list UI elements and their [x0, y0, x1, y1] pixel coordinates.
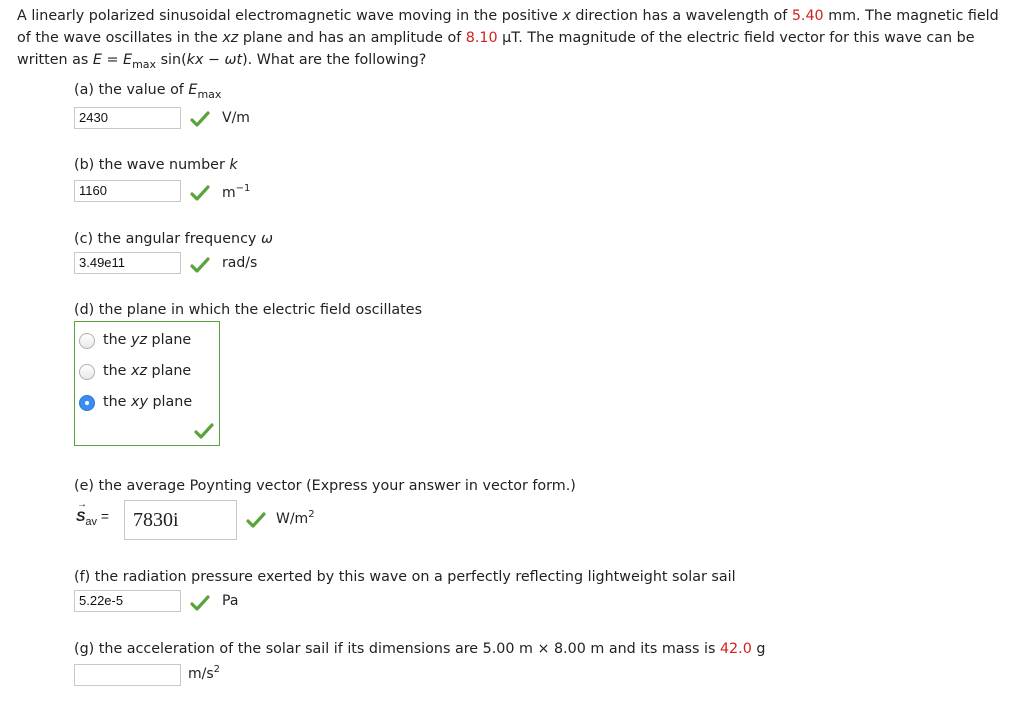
option-text: plane: [146, 332, 192, 348]
problem-var-xz: xz: [222, 30, 239, 46]
wavelength-value: 5.40: [791, 8, 824, 24]
problem-text: −: [203, 52, 225, 68]
label-text: (g) the acceleration of the solar sail if its dimensions are 5.00 m × 8.00 m and its mass is: [74, 641, 720, 657]
part-c-unit: rad/s: [222, 255, 258, 271]
problem-text: A linearly polarized sinusoidal electromagnetic wave moving in the positive: [17, 8, 563, 24]
amplitude-value: 8.10: [465, 30, 498, 46]
radio-yz-plane[interactable]: [79, 333, 95, 349]
label-sub: max: [197, 88, 222, 101]
check-icon: [190, 185, 210, 201]
label-text: g: [751, 641, 766, 657]
problem-text: mm. The magnetic field: [823, 8, 999, 24]
problem-var-wt: ωt: [224, 52, 243, 68]
unit-sup: 2: [213, 664, 221, 675]
problem-text: written as: [17, 52, 93, 68]
check-icon: [246, 512, 266, 528]
check-icon: [194, 423, 214, 439]
vector-S: [76, 499, 87, 524]
check-icon: [190, 595, 210, 611]
part-b-label: [74, 157, 238, 173]
option-text: the: [103, 363, 132, 379]
unit-base: m/s: [188, 666, 214, 682]
mass-value: 42.0: [719, 641, 752, 657]
option-var: xz: [131, 363, 147, 379]
part-a-label: [74, 82, 222, 101]
poynting-symbol: [76, 499, 110, 528]
symbol-S: S: [76, 508, 86, 524]
problem-text: ). What are the following?: [242, 52, 427, 68]
part-f-unit: Pa: [222, 593, 239, 609]
problem-line-1: [17, 6, 999, 27]
problem-var-kx: kx: [186, 52, 204, 68]
option-text: plane: [147, 394, 193, 410]
part-g-answer-input[interactable]: [74, 664, 181, 686]
option-yz-plane-label[interactable]: [103, 332, 191, 348]
option-var: yz: [131, 332, 147, 348]
label-text: (a) the value of: [74, 82, 189, 98]
problem-text: of the wave oscillates in the: [17, 30, 223, 46]
problem-line-2: [17, 28, 975, 49]
label-var: k: [229, 157, 238, 173]
unit-sup: 2: [308, 509, 315, 520]
part-a-answer-input[interactable]: 2430: [74, 107, 181, 129]
part-a-unit: V/m: [222, 110, 250, 126]
problem-text: sin(: [156, 52, 187, 68]
problem-var-x: x: [562, 8, 571, 24]
problem-var-E: E: [92, 52, 102, 68]
part-g-unit: [188, 666, 220, 682]
part-c-answer-input[interactable]: 3.49e11: [74, 252, 181, 274]
problem-text: =: [101, 52, 124, 68]
part-b-unit: [222, 185, 250, 201]
part-f-label: (f) the radiation pressure exerted by this wave on a perfectly reflecting lightweight solar sail: [74, 569, 736, 585]
label-var: E: [188, 82, 198, 98]
option-text: the: [103, 394, 132, 410]
label-text: (b) the wave number: [74, 157, 230, 173]
part-c-label: [74, 231, 273, 247]
problem-sub-max: max: [132, 58, 157, 71]
radio-xz-plane[interactable]: [79, 364, 95, 380]
unit-sup: −1: [235, 183, 251, 194]
problem-text: µT. The magnitude of the electric field vector for this wave can be: [497, 30, 975, 46]
problem-var-Emax: E: [123, 52, 133, 68]
part-g-label: [74, 641, 765, 657]
part-e-unit: [276, 511, 315, 527]
part-e-label: (e) the average Poynting vector (Express your answer in vector form.): [74, 478, 576, 494]
check-icon: [190, 257, 210, 273]
check-icon: [190, 111, 210, 127]
unit-base: W/m: [276, 511, 309, 527]
part-b-answer-input[interactable]: 1160: [74, 180, 181, 202]
problem-line-3: [17, 50, 426, 71]
symbol-eq: =: [96, 508, 110, 524]
problem-text: plane and has an amplitude of: [238, 30, 466, 46]
option-text: plane: [146, 363, 192, 379]
problem-text: direction has a wavelength of: [570, 8, 792, 24]
radio-xy-plane[interactable]: [79, 395, 95, 411]
part-e-answer-input[interactable]: 7830i: [124, 500, 237, 540]
symbol-sub: av: [85, 516, 97, 528]
part-f-answer-input[interactable]: 5.22e-5: [74, 590, 181, 612]
option-var: xy: [131, 394, 148, 410]
part-d-label: (d) the plane in which the electric field oscillates: [74, 302, 423, 318]
option-text: the: [103, 332, 132, 348]
unit-base: m: [222, 185, 236, 201]
vector-arrow-icon: →: [77, 499, 87, 510]
label-text: (c) the angular frequency: [74, 231, 261, 247]
option-xz-plane-label[interactable]: [103, 363, 191, 379]
label-var: ω: [260, 231, 273, 247]
option-xy-plane-label[interactable]: [103, 394, 192, 410]
